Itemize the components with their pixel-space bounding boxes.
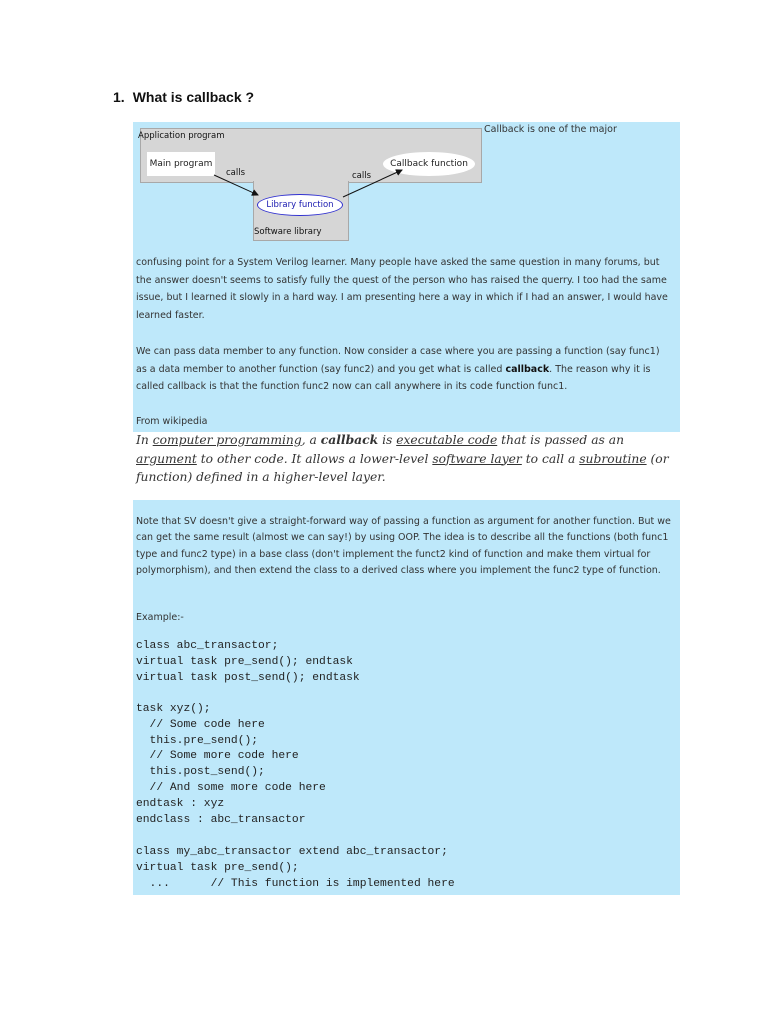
diagram-arrows	[136, 125, 482, 245]
section-heading	[113, 89, 254, 105]
calls-arrow-main-to-library	[214, 175, 258, 195]
application-program-label: Application program	[138, 131, 225, 141]
code-block-task-xyz: task xyz(); // Some code here this.pre_send(); // Some more code here this.post_send(); // And some more code here endtask : xyz endclass : abc_transactor	[136, 703, 326, 826]
intro-side-text: Callback is one of the major	[484, 124, 617, 135]
link-software-layer[interactable]: software layer	[432, 451, 522, 466]
section-number: 1.	[113, 89, 125, 105]
link-subroutine[interactable]: subroutine	[579, 451, 647, 466]
link-argument[interactable]: argument	[136, 451, 197, 466]
section-title: What is callback ?	[132, 89, 255, 105]
wikipedia-source-label: From wikipedia	[136, 416, 208, 427]
link-executable-code[interactable]: executable code	[396, 433, 498, 447]
library-function-node: Library function	[257, 194, 343, 216]
callback-function-node: Callback function	[383, 152, 475, 176]
intro-paragraph: confusing point for a System Verilog learner. Many people have asked the same question in many forums, but the answer doesn't seems to satisfy fully the quest of the person who has raised the querry. I too had the same issue, but I learned it slowly in a hard way. I am presenting here a way in which if I had an answer, I would have learned faster.	[136, 257, 668, 321]
wikipedia-quote: In computer programming, a callback is executable code that is passed as an argument to other code. It allows a lower-level software layer to call a subroutine (or function) defined in a higher-level layer.	[136, 432, 669, 484]
callback-diagram	[136, 125, 482, 245]
main-program-box: Main program	[147, 152, 215, 176]
example-label: Example:-	[136, 612, 184, 623]
software-library-label: Software library	[254, 227, 322, 237]
callback-term: callback	[505, 363, 550, 375]
calls-label-right: calls	[352, 171, 372, 181]
sv-oop-paragraph: Note that SV doesn't give a straight-forward way of passing a function as argument for another function. But we can get the same result (almost we can say!) by using OOP. The idea is to describe all the functions (both func1 type and func2 type) in a base class (don't implement the funct2 kind of function and make them virtual for polymorphism), and then extend the class to a derived class where you implement the func2 type of function.	[136, 516, 671, 576]
calls-arrow-library-to-callback	[343, 170, 402, 197]
callback-bold-term: callback	[320, 432, 379, 447]
calls-label-left: calls	[226, 168, 246, 178]
link-computer-programming[interactable]: computer programming	[152, 433, 302, 447]
code-block-derived-class: class my_abc_transactor extend abc_transactor; virtual task pre_send(); ... // This function is implemented here	[136, 846, 455, 890]
callback-explanation-paragraph: We can pass data member to any function. Now consider a case where you are passing a function (say func1) as a data member to another function (say func2) and you get what is called callback. The reason why it is called callback is that the function func2 now can call anywhere in its code function func1.	[136, 346, 660, 392]
code-block-class-declaration: class abc_transactor; virtual task pre_send(); endtask virtual task post_send(); endtask	[136, 640, 360, 684]
